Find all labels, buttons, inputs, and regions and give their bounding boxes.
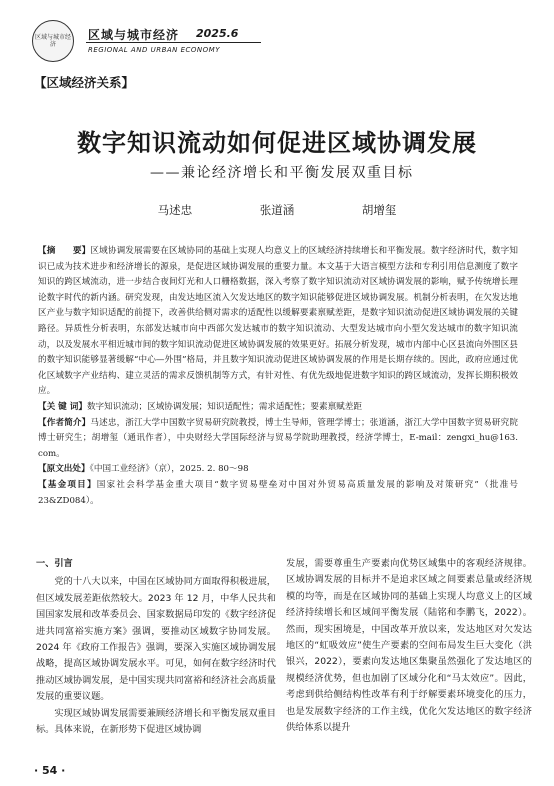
source <box>38 462 518 478</box>
body-column-left <box>36 556 276 738</box>
body-paragraph: 党的十八大以来，中国在区域协同方面取得积极进展，但区域发展差距依然较大。2023 年 12 月，中华人民共和国国家发展和改革委员会、国家数据局印发的《数字经济促进共同富裕实施方案》强调，要推动区域数字协同发展。2024 年《政府工作报告》强调，要深入实施区域协调发展战略，提高区域协调发展水平。可见，如何在数字经济时代推动区域协调发展，是中国实现共同富裕和经济社会高质量发展的重要议题。 <box>36 576 276 703</box>
source-label: 【原文出处】 <box>38 464 90 475</box>
issue-number: 2025.6 <box>196 27 239 40</box>
keywords-label: 【关 键 词】 <box>38 401 87 412</box>
author-name: 张道涵 <box>259 203 295 217</box>
keywords-text: 数字知识流动；区域协调发展；知识适配性；需求适配性；要素禀赋差距 <box>86 401 362 412</box>
page-number: · 54 · <box>34 764 66 777</box>
author-info <box>38 416 518 463</box>
section-heading: 一、引言 <box>36 558 73 569</box>
abstract-block <box>38 244 518 509</box>
fund <box>38 478 518 509</box>
logo-text: 区域与城市经济 <box>34 34 71 48</box>
abstract-label: 【摘 要】 <box>38 246 91 256</box>
author-name: 马述忠 <box>157 203 193 217</box>
journal-name-en: REGIONAL AND URBAN ECONOMY <box>88 46 220 54</box>
article-subtitle: ——兼论经济增长和平衡发展双重目标 <box>150 165 414 181</box>
journal-logo <box>32 20 74 62</box>
source-text: 《中国工业经济》（京），2025. 2. 80～98 <box>89 464 249 475</box>
body-paragraph: 发展，需要尊重生产要素向优势区域集中的客观经济规律。区域协调发展的目标并不是追求区域之间要素总量或经济规模的均等，而是在区域协同的基础上实现人均意义上的区域经济持续增长和区域间平衡发展（陆铭和李鹏飞，2022）。然而，现实困境是，中国改革开放以来，发达地区对欠发达地区的“虹吸效应”使生产要素的空间布局发生巨大变化（洪银兴，2022），要素向发达地区集聚虽然强化了发达地区的规模经济优势，但也加剧了区域分化和“马太效应”。因此，考虑到供给侧结构性改革有利于纾解要素环境变化的压力，也是发展数字经济的工作主线，优化欠发达地区的数字经济供给体系以提升 <box>286 558 532 734</box>
body-paragraph: 实现区域协调发展需要兼顾经济增长和平衡发展双重目标。具体来说，在新形势下促进区域协调 <box>36 707 276 736</box>
abstract-text: 区域协调发展需要在区域协同的基础上实现人均意义上的区域经济持续增长和平衡发展。数字经济时代，数字知识已成为技术进步和经济增长的源泉，是促进区域协调发展的重要力量。本文基于大语言模型方法和专利引用信息测度了数字知识的跨区域流动，进一步结合夜间灯光和人口栅格数据，深入考察了数字知识流动对区域协调发展的影响，赋予传统增长理论数字时代的新内涵。研究发现，由发达地区流入欠发达地区的数字知识能够促进区域协调发展。机制分析表明，在欠发达地区产业与数字知识适配的前提下，改善供给侧对需求的适配性以缓解要素禀赋差距，是数字知识流动促进区域协调发展的关键路径。异质性分析表明，东部发达城市向中西部欠发达城市的数字知识流动、大型发达城市向小型欠发达城市的数字知识流动，以及发展水平相近城市间的数字知识流动促进区域协调发展的效果更好。拓展分析发现，城市内部中心区县流向外围区县的数字知识能够显著缓解“中心—外围”格局，并且数字知识流动促进区域协调发展的作用是长期存续的。因此，政府应通过优化区域数字产业结构、建立灵活的需求反馈机制等方式，有针对性、有优先级地促进数字知识的跨区域流动，发挥长期积极效应。 <box>38 246 518 397</box>
section-tag: 【区域经济关系】 <box>34 75 135 90</box>
journal-header <box>26 20 536 64</box>
fund-text: 国家社会科学基金重大项目“数字贸易壁垒对中国对外贸易高质量发展的影响及对策研究”（批准号23&ZD084）。 <box>38 479 518 506</box>
abstract <box>38 244 518 400</box>
article-title: 数字知识流动如何促进区域协调发展 <box>77 128 477 157</box>
keywords <box>38 400 518 416</box>
journal-name: 区域与城市经济 <box>88 28 180 42</box>
author-list <box>0 202 554 218</box>
author-info-text: 马述忠，浙江大学中国数字贸易研究院教授，博士生导师，管理学博士；张道涵，浙江大学中国数字贸易研究院博士研究生；胡增玺（通讯作者），中央财经大学国际经济与贸易学院助理教授，经济学博士，E-mail：zengxi_hu@163. com。 <box>38 417 518 459</box>
header-divider <box>86 42 261 43</box>
author-name: 胡增玺 <box>361 203 397 217</box>
author-info-label: 【作者简介】 <box>38 417 91 428</box>
fund-label: 【基金项目】 <box>38 479 97 490</box>
body-column-right <box>286 556 532 736</box>
